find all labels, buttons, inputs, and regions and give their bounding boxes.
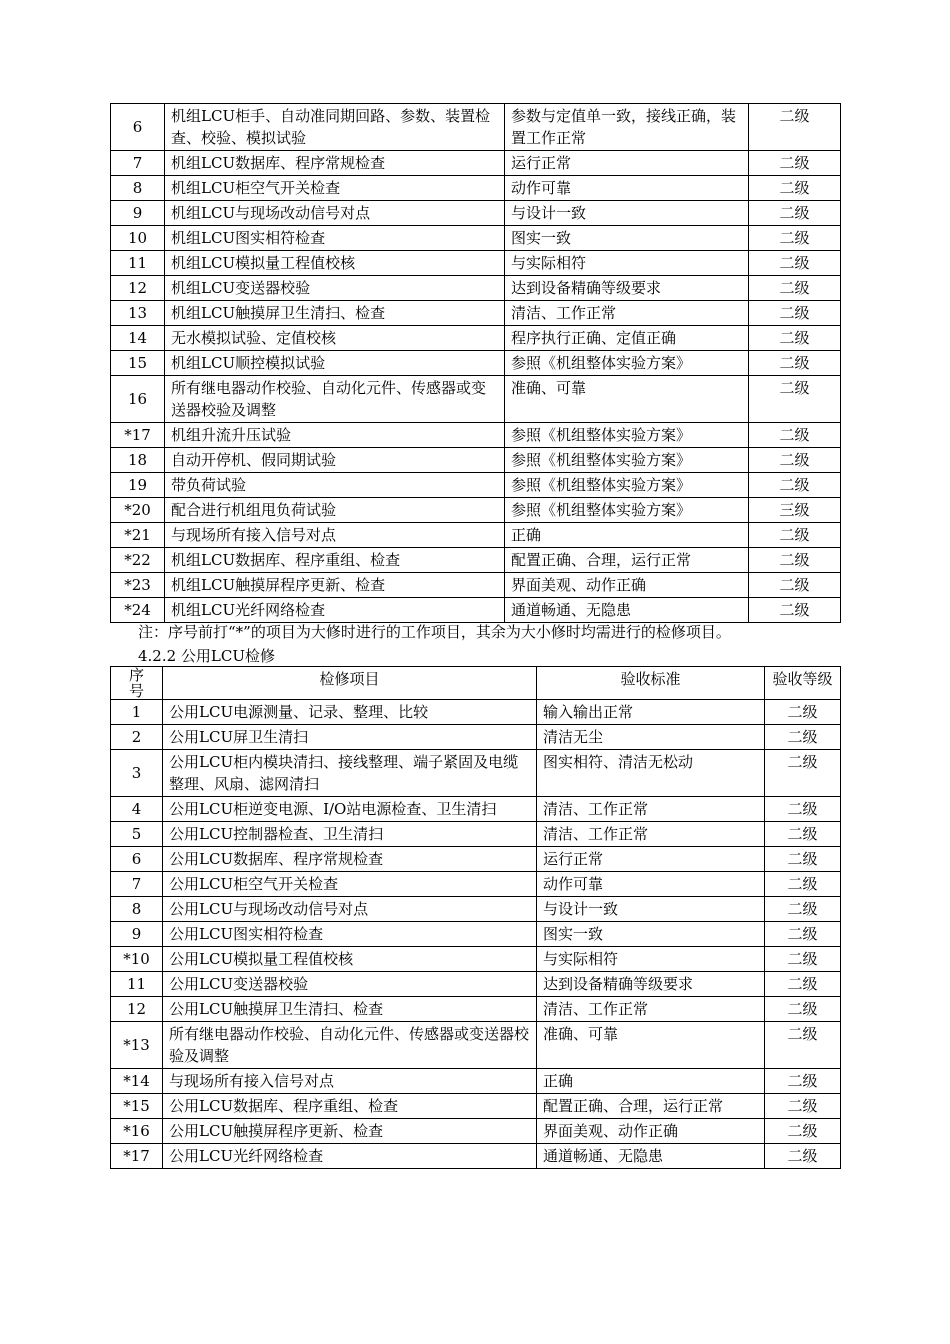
row-item: 无水模拟试验、定值校核 (165, 326, 505, 351)
row-standard: 清洁、工作正常 (537, 997, 765, 1022)
table-row (111, 700, 841, 725)
row-standard: 参照《机组整体实验方案》 (505, 423, 749, 448)
row-number: 14 (111, 326, 165, 351)
row-item: 公用LCU柜内模块清扫、接线整理、端子紧固及电缆整理、风扇、滤网清扫 (163, 750, 537, 797)
table-row (111, 598, 841, 623)
table-row (111, 922, 841, 947)
common-lcu-table (110, 666, 841, 1169)
table-row (111, 797, 841, 822)
table-row (111, 151, 841, 176)
table-row (111, 897, 841, 922)
header-no: 序号 (111, 667, 163, 700)
row-standard: 图实相符、清洁无松动 (537, 750, 765, 797)
row-item: 机组LCU光纤网络检查 (165, 598, 505, 623)
table-row (111, 1022, 841, 1069)
row-standard: 图实一致 (505, 226, 749, 251)
row-level: 二级 (749, 473, 841, 498)
row-number: 4 (111, 797, 163, 822)
row-standard: 清洁无尘 (537, 725, 765, 750)
note-text: 注：序号前打“*”的项目为大修时进行的工作项目，其余为大小修时均需进行的检修项目。 (138, 623, 731, 641)
table-row (111, 972, 841, 997)
row-number: 2 (111, 725, 163, 750)
header-item: 检修项目 (163, 667, 537, 700)
row-level: 二级 (765, 822, 841, 847)
table-row (111, 251, 841, 276)
row-item: 机组LCU数据库、程序常规检查 (165, 151, 505, 176)
row-item: 公用LCU屏卫生清扫 (163, 725, 537, 750)
row-level: 二级 (749, 176, 841, 201)
header-std: 验收标准 (537, 667, 765, 700)
table-row (111, 997, 841, 1022)
row-item: 公用LCU柜空气开关检查 (163, 872, 537, 897)
row-number: *17 (111, 423, 165, 448)
row-standard: 运行正常 (505, 151, 749, 176)
table-row (111, 1119, 841, 1144)
row-item: 公用LCU触摸屏程序更新、检查 (163, 1119, 537, 1144)
row-standard: 准确、可靠 (505, 376, 749, 423)
row-item: 所有继电器动作校验、自动化元件、传感器或变送器校验及调整 (163, 1022, 537, 1069)
row-item: 机组LCU数据库、程序重组、检查 (165, 548, 505, 573)
row-number: 11 (111, 251, 165, 276)
table-row (111, 548, 841, 573)
row-item: 机组升流升压试验 (165, 423, 505, 448)
row-number: 3 (111, 750, 163, 797)
row-item: 公用LCU与现场改动信号对点 (163, 897, 537, 922)
row-level: 二级 (765, 872, 841, 897)
row-standard: 正确 (537, 1069, 765, 1094)
table-row (111, 750, 841, 797)
row-item: 机组LCU柜手、自动准同期回路、参数、装置检查、校验、模拟试验 (165, 104, 505, 151)
table-row (111, 226, 841, 251)
row-level: 二级 (749, 598, 841, 623)
row-level: 二级 (765, 700, 841, 725)
table-row (111, 947, 841, 972)
row-standard: 参照《机组整体实验方案》 (505, 448, 749, 473)
row-standard: 图实一致 (537, 922, 765, 947)
row-level: 二级 (765, 750, 841, 797)
section-title: 4.2.2 公用LCU检修 (138, 647, 276, 665)
row-number: 18 (111, 448, 165, 473)
row-item: 所有继电器动作校验、自动化元件、传感器或变送器校验及调整 (165, 376, 505, 423)
row-level: 二级 (749, 104, 841, 151)
row-number: 7 (111, 151, 165, 176)
row-level: 二级 (749, 423, 841, 448)
row-number: 11 (111, 972, 163, 997)
row-item: 带负荷试验 (165, 473, 505, 498)
row-level: 二级 (765, 972, 841, 997)
row-level: 二级 (749, 448, 841, 473)
row-number: 9 (111, 922, 163, 947)
row-number: 19 (111, 473, 165, 498)
row-standard: 程序执行正确、定值正确 (505, 326, 749, 351)
row-standard: 界面美观、动作正确 (537, 1119, 765, 1144)
row-number: 10 (111, 226, 165, 251)
row-item: 公用LCU柜逆变电源、I/O站电源检查、卫生清扫 (163, 797, 537, 822)
table-row (111, 201, 841, 226)
row-level: 二级 (749, 351, 841, 376)
row-standard: 通道畅通、无隐患 (537, 1144, 765, 1169)
table-row (111, 473, 841, 498)
row-level: 二级 (749, 326, 841, 351)
row-number: *20 (111, 498, 165, 523)
row-item: 机组LCU触摸屏程序更新、检查 (165, 573, 505, 598)
row-number: *21 (111, 523, 165, 548)
table-row (111, 1144, 841, 1169)
table-row (111, 276, 841, 301)
row-level: 二级 (765, 725, 841, 750)
row-standard: 配置正确、合理，运行正常 (505, 548, 749, 573)
row-standard: 清洁、工作正常 (505, 301, 749, 326)
row-level: 二级 (749, 573, 841, 598)
row-standard: 清洁、工作正常 (537, 822, 765, 847)
row-standard: 达到设备精确等级要求 (505, 276, 749, 301)
row-number: *16 (111, 1119, 163, 1144)
row-standard: 与实际相符 (505, 251, 749, 276)
row-standard: 正确 (505, 523, 749, 548)
row-number: 1 (111, 700, 163, 725)
row-level: 二级 (749, 151, 841, 176)
row-level: 二级 (749, 301, 841, 326)
row-number: *13 (111, 1022, 163, 1069)
row-item: 机组LCU变送器校验 (165, 276, 505, 301)
row-level: 二级 (765, 947, 841, 972)
table-row (111, 326, 841, 351)
table-row (111, 423, 841, 448)
row-standard: 动作可靠 (537, 872, 765, 897)
row-standard: 与设计一致 (505, 201, 749, 226)
row-number: 13 (111, 301, 165, 326)
row-level: 二级 (765, 1069, 841, 1094)
row-number: *14 (111, 1069, 163, 1094)
table-row (111, 872, 841, 897)
unit-lcu-table-body (111, 104, 841, 623)
row-number: 6 (111, 104, 165, 151)
row-standard: 输入输出正常 (537, 700, 765, 725)
table-row (111, 448, 841, 473)
table-row (111, 498, 841, 523)
row-item: 机组LCU顺控模拟试验 (165, 351, 505, 376)
row-number: 9 (111, 201, 165, 226)
unit-lcu-table (110, 103, 841, 623)
row-standard: 运行正常 (537, 847, 765, 872)
row-number: *24 (111, 598, 165, 623)
row-level: 二级 (749, 548, 841, 573)
row-standard: 参数与定值单一致，接线正确，装置工作正常 (505, 104, 749, 151)
row-number: *10 (111, 947, 163, 972)
row-item: 配合进行机组甩负荷试验 (165, 498, 505, 523)
row-number: *17 (111, 1144, 163, 1169)
table-row (111, 351, 841, 376)
row-level: 二级 (749, 201, 841, 226)
table-row (111, 725, 841, 750)
row-item: 机组LCU触摸屏卫生清扫、检查 (165, 301, 505, 326)
row-item: 公用LCU变送器校验 (163, 972, 537, 997)
common-lcu-table-body (111, 700, 841, 1169)
row-level: 二级 (765, 922, 841, 947)
row-level: 二级 (749, 523, 841, 548)
row-standard: 与实际相符 (537, 947, 765, 972)
row-number: 15 (111, 351, 165, 376)
row-item: 公用LCU数据库、程序重组、检查 (163, 1094, 537, 1119)
row-number: 16 (111, 376, 165, 423)
row-item: 机组LCU图实相符检查 (165, 226, 505, 251)
row-standard: 动作可靠 (505, 176, 749, 201)
row-item: 机组LCU模拟量工程值校核 (165, 251, 505, 276)
row-standard: 与设计一致 (537, 897, 765, 922)
table-row (111, 1069, 841, 1094)
table-row (111, 822, 841, 847)
row-standard: 配置正确、合理，运行正常 (537, 1094, 765, 1119)
row-item: 公用LCU图实相符检查 (163, 922, 537, 947)
row-level: 三级 (749, 498, 841, 523)
row-standard: 界面美观、动作正确 (505, 573, 749, 598)
row-item: 公用LCU电源测量、记录、整理、比较 (163, 700, 537, 725)
table-row (111, 301, 841, 326)
table-row (111, 104, 841, 151)
row-number: 5 (111, 822, 163, 847)
row-standard: 参照《机组整体实验方案》 (505, 498, 749, 523)
row-level: 二级 (765, 1094, 841, 1119)
row-number: *23 (111, 573, 165, 598)
row-level: 二级 (749, 376, 841, 423)
row-level: 二级 (749, 251, 841, 276)
table-row (111, 376, 841, 423)
row-item: 公用LCU控制器检查、卫生清扫 (163, 822, 537, 847)
row-item: 机组LCU与现场改动信号对点 (165, 201, 505, 226)
row-level: 二级 (749, 276, 841, 301)
row-number: 12 (111, 276, 165, 301)
row-number: 6 (111, 847, 163, 872)
row-item: 公用LCU模拟量工程值校核 (163, 947, 537, 972)
table-row (111, 573, 841, 598)
row-item: 公用LCU触摸屏卫生清扫、检查 (163, 997, 537, 1022)
row-level: 二级 (749, 226, 841, 251)
header-level: 验收等级 (765, 667, 841, 700)
row-standard: 准确、可靠 (537, 1022, 765, 1069)
row-number: 8 (111, 176, 165, 201)
row-level: 二级 (765, 897, 841, 922)
row-item: 与现场所有接入信号对点 (163, 1069, 537, 1094)
row-level: 二级 (765, 1022, 841, 1069)
row-standard: 通道畅通、无隐患 (505, 598, 749, 623)
row-standard: 达到设备精确等级要求 (537, 972, 765, 997)
row-item: 自动开停机、假同期试验 (165, 448, 505, 473)
row-item: 公用LCU光纤网络检查 (163, 1144, 537, 1169)
table-row (111, 176, 841, 201)
row-item: 机组LCU柜空气开关检查 (165, 176, 505, 201)
row-level: 二级 (765, 997, 841, 1022)
table-row (111, 523, 841, 548)
row-item: 与现场所有接入信号对点 (165, 523, 505, 548)
table-row (111, 1094, 841, 1119)
row-item: 公用LCU数据库、程序常规检查 (163, 847, 537, 872)
row-number: 8 (111, 897, 163, 922)
row-number: 7 (111, 872, 163, 897)
row-level: 二级 (765, 797, 841, 822)
row-level: 二级 (765, 847, 841, 872)
row-standard: 参照《机组整体实验方案》 (505, 351, 749, 376)
row-number: *22 (111, 548, 165, 573)
row-standard: 参照《机组整体实验方案》 (505, 473, 749, 498)
row-number: *15 (111, 1094, 163, 1119)
row-level: 二级 (765, 1144, 841, 1169)
row-number: 12 (111, 997, 163, 1022)
row-standard: 清洁、工作正常 (537, 797, 765, 822)
table-row (111, 847, 841, 872)
row-level: 二级 (765, 1119, 841, 1144)
table-header-row (111, 667, 841, 700)
